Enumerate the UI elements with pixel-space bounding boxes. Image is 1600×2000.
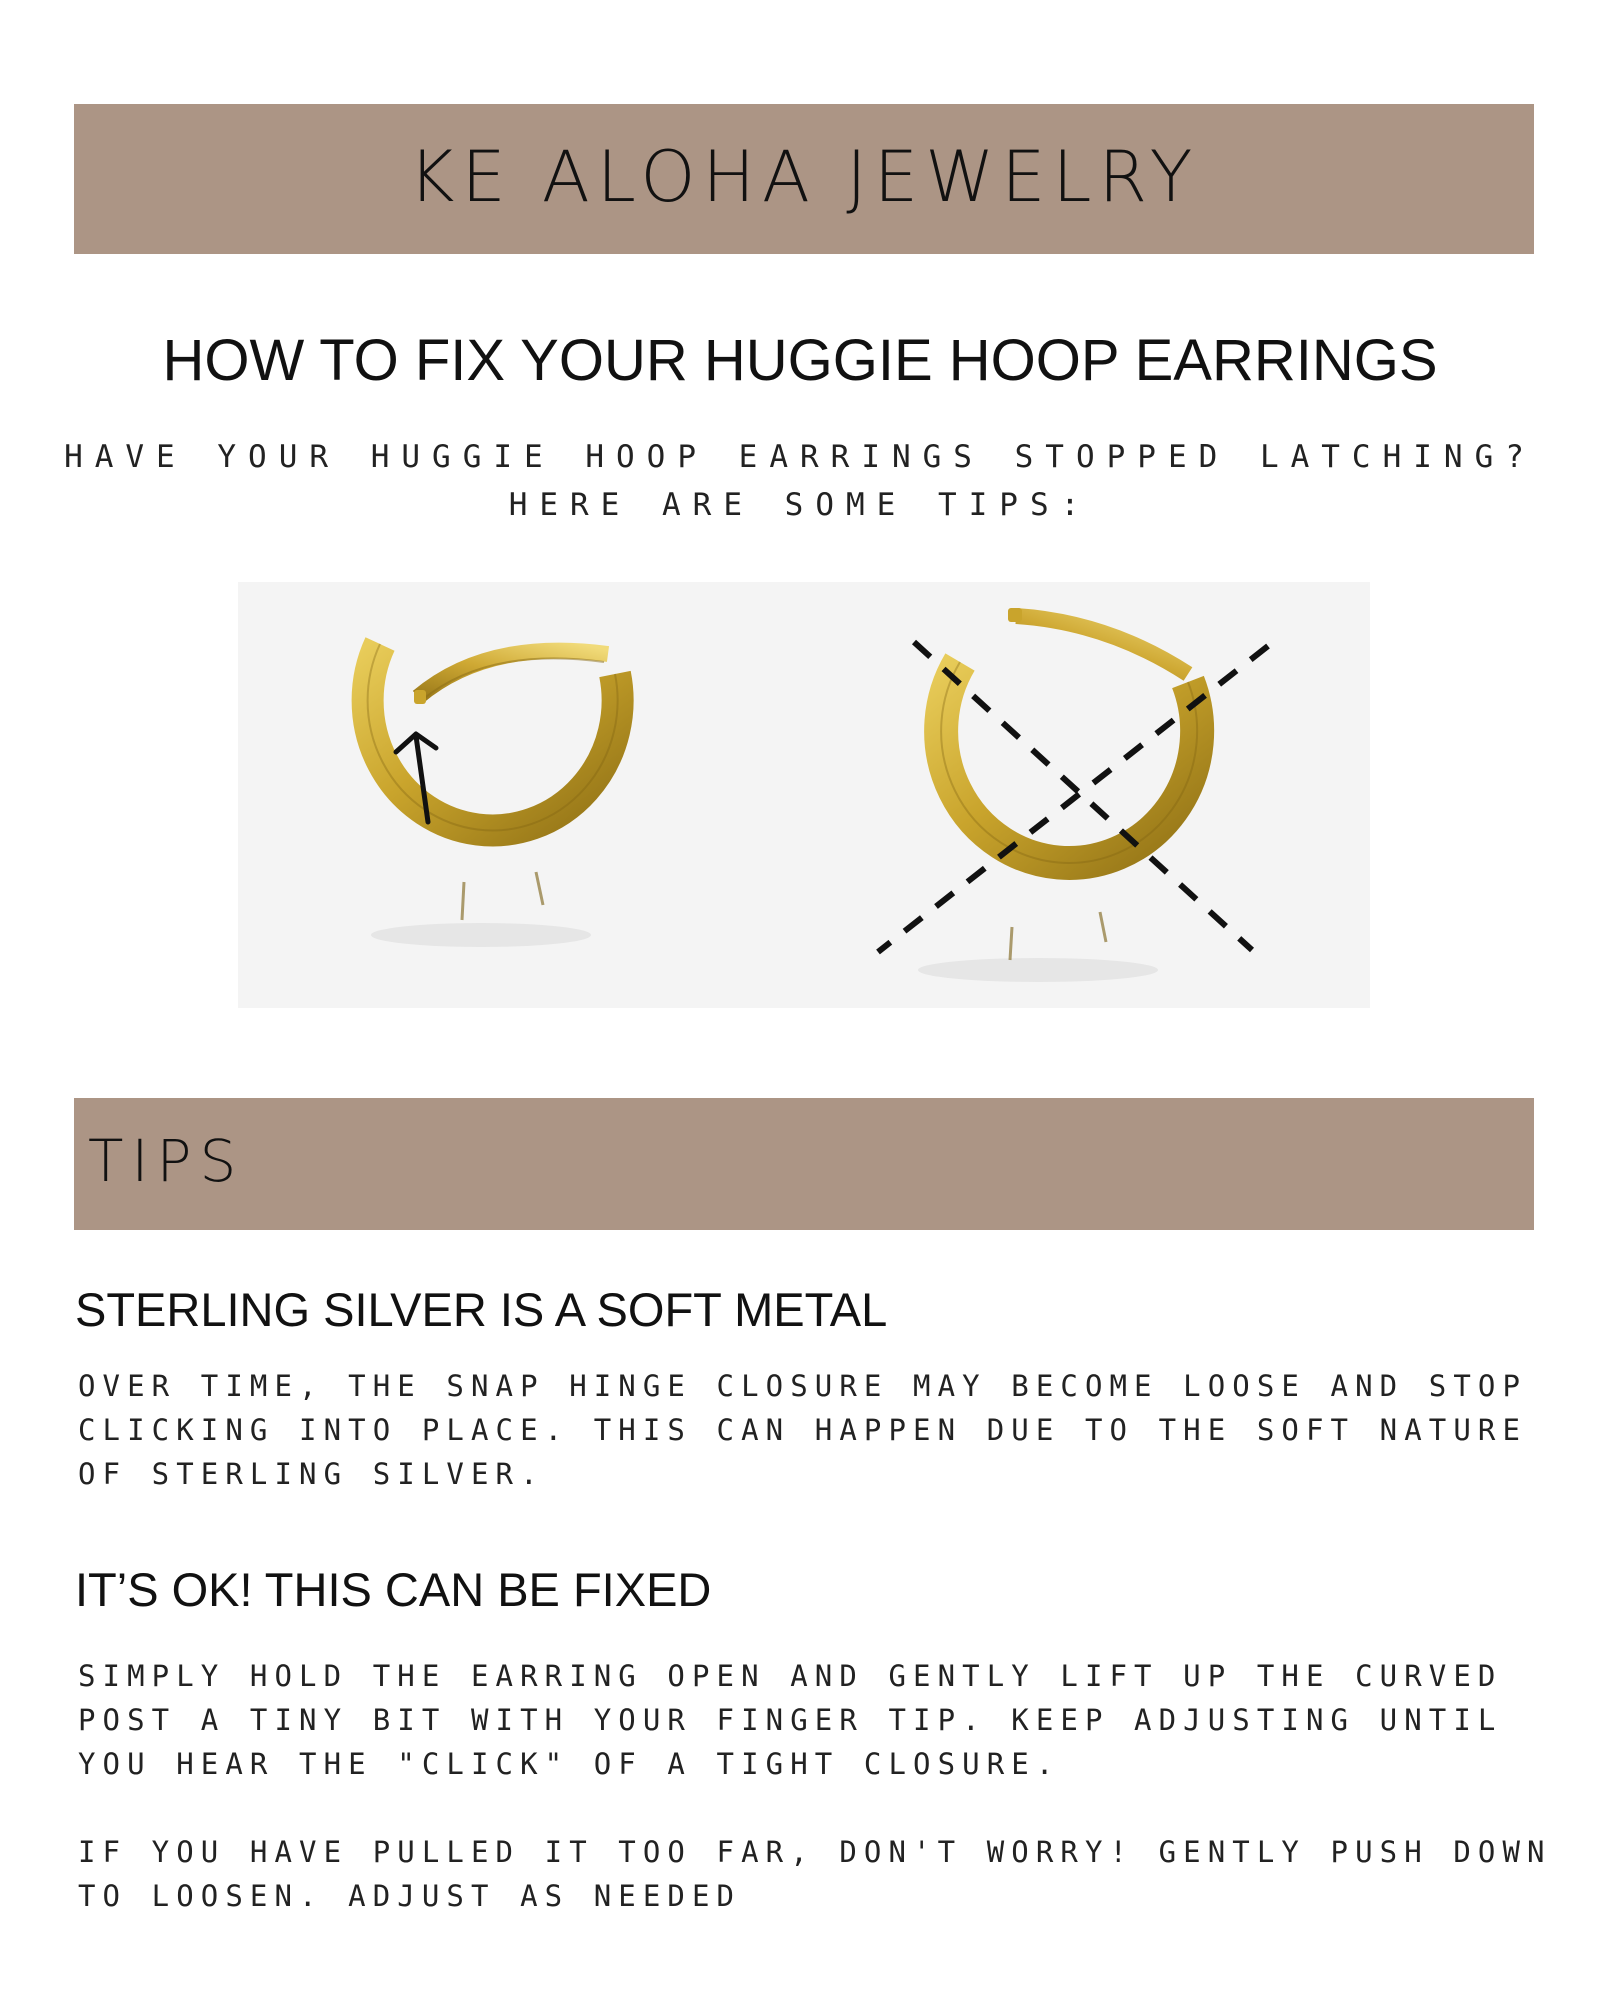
body-line: CLICKING INTO PLACE. THIS CAN HAPPEN DUE TO THE SOFT NATURE bbox=[78, 1413, 1528, 1447]
body-line: YOU HEAR THE "CLICK" OF A TIGHT CLOSURE. bbox=[78, 1747, 1061, 1781]
section-heading-fixed: IT’S OK! THIS CAN BE FIXED bbox=[75, 1563, 712, 1616]
body-line: OVER TIME, THE SNAP HINGE CLOSURE MAY BECOME LOOSE AND STOP bbox=[78, 1369, 1528, 1403]
page-title: HOW TO FIX YOUR HUGGIE HOOP EARRINGS bbox=[162, 328, 1438, 393]
section-heading-soft-metal: STERLING SILVER IS A SOFT METAL bbox=[75, 1283, 888, 1336]
body-line: OF STERLING SILVER. bbox=[78, 1457, 545, 1491]
brand-title: KE ALOHA JEWELRY bbox=[408, 136, 1200, 218]
tips-banner bbox=[74, 1098, 1534, 1230]
brand-banner bbox=[74, 104, 1534, 254]
body-line: IF YOU HAVE PULLED IT TOO FAR, DON'T WORRY! GENTLY PUSH DOWN bbox=[78, 1835, 1552, 1869]
body-line: TO LOOSEN. ADJUST AS NEEDED bbox=[78, 1879, 742, 1913]
earrings-photo bbox=[238, 582, 1370, 1008]
tips-title: TIPS bbox=[88, 1127, 245, 1195]
earrings-illustration bbox=[238, 582, 1370, 1008]
body-line: SIMPLY HOLD THE EARRING OPEN AND GENTLY LIFT UP THE CURVED bbox=[78, 1659, 1503, 1693]
body-line: POST A TINY BIT WITH YOUR FINGER TIP. KEEP ADJUSTING UNTIL bbox=[78, 1703, 1503, 1737]
left-earring bbox=[368, 644, 618, 1008]
subtitle-line-2: HERE ARE SOME TIPS: bbox=[508, 487, 1092, 523]
subtitle-line-1: HAVE YOUR HUGGIE HOOP EARRINGS STOPPED LATCHING? bbox=[64, 439, 1536, 475]
